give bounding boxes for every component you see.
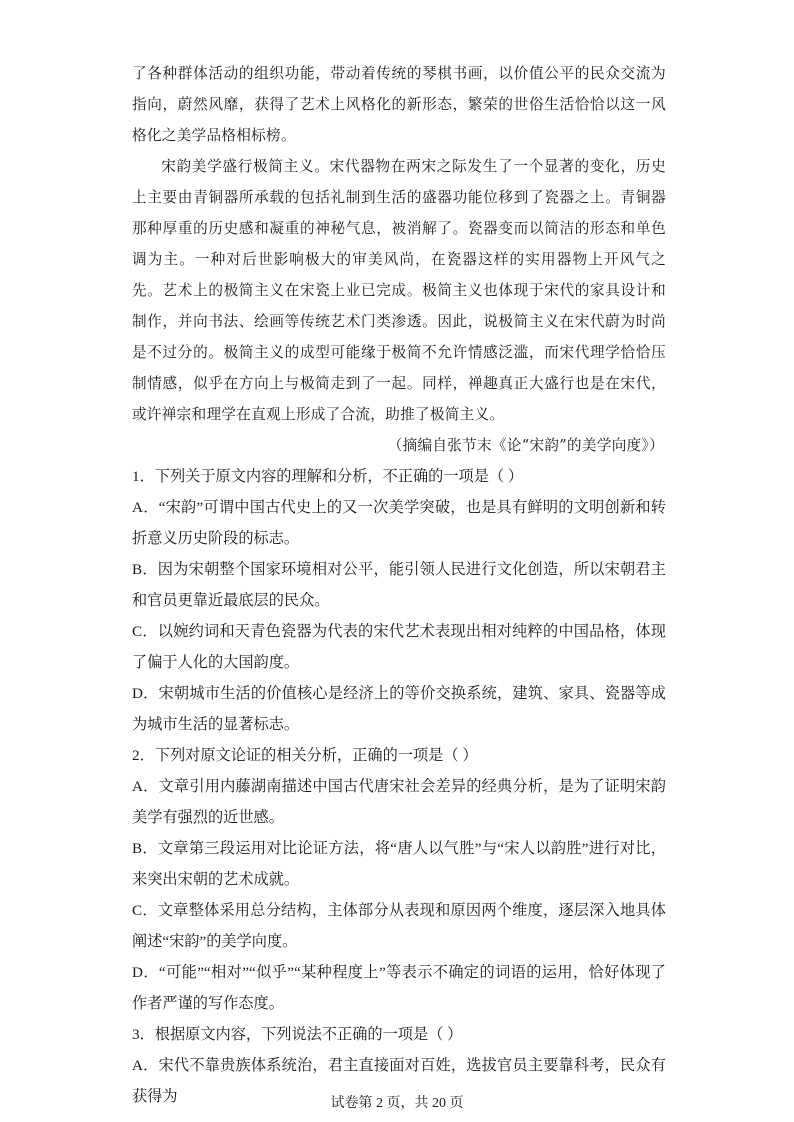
question-2 [132,740,666,1019]
option-d: D．“可能”“相对”“似乎”“某种程度上”等表示不确定的词语的运用，恰好体现了作者严谨的写作态度。 [132,964,666,1012]
page-footer: 试卷第 2 页，共 20 页 [330,1096,464,1111]
question-stem: 3．根据原文内容，下列说法不正确的一项是（ ） [132,1026,463,1043]
option-b: B．因为宋朝整个国家环境相对公平，能引领人民进行文化创造，所以宋朝君主和官员更靠近最底层的民众。 [132,561,666,609]
option-c: C．以婉约词和天青色瓷器为代表的宋代艺术表现出相对纯粹的中国品格，体现了偏于人化的大国韵度。 [132,623,666,671]
option-a: A．“宋韵”可谓中国古代史上的又一次美学突破，也是具有鲜明的文明创新和转折意义历史阶段的标志。 [132,499,666,547]
passage-paragraph-2: 宋韵美学盛行极简主义。宋代器物在两宋之际发生了一个显著的变化，历史上主要由青铜器所承载的包括礼制到生活的盛器功能位移到了瓷器之上。青铜器那种厚重的历史感和凝重的神秘气息，被消解了。瓷器变而以简洁的形态和单色调为主。一种对后世影响极大的审美风尚，在瓷器这样的实用器物上开风气之先。艺术上的极简主义在宋瓷上业已完成。极简主义也体现于宋代的家具设计和制作，并向书法、绘画等传统艺术门类渗透。因此，说极简主义在宋代蔚为时尚是不过分的。极简主义的成型可能缘于极简不允许情感泛滥，而宋代理学恰恰压制情感，似乎在方向上与极简走到了一起。同样，禅趣真正大盛行也是在宋代，或许禅宗和理学在直观上形成了合流，助推了极简主义。 [132,158,666,423]
option-b: B．文章第三段运用对比论证方法，将“唐人以气胜”与“宋人以韵胜”进行对比，来突出宋朝的艺术成就。 [132,840,666,888]
passage-paragraph-1: 了各种群体活动的组织功能，带动着传统的琴棋书画，以价值公平的民众交流为指向，蔚然风靡，获得了艺术上风格化的新形态，繁荣的世俗生活恰恰以这一风格化之美学品格相标榜。 [132,65,666,144]
question-1 [132,461,666,740]
reading-passage [132,58,666,461]
passage-source: （摘编自张节末《论“宋韵”的美学向度》） [387,437,664,454]
option-c: C．文章整体采用总分结构，主体部分从表现和原因两个维度，逐层深入地具体阐述“宋韵”的美学向度。 [132,902,666,950]
option-d: D．宋朝城市生活的价值核心是经济上的等价交换系统，建筑、家具、瓷器等成为城市生活的显著标志。 [132,685,666,733]
question-stem: 1．下列关于原文内容的理解和分析，不正确的一项是（ ） [132,468,524,485]
option-a: A．文章引用内藤湖南描述中国古代唐宋社会差异的经典分析，是为了证明宋韵美学有强烈的近世感。 [132,778,666,826]
option-a: A．宋代不靠贵族体系统治，君主直接面对百姓，选拔官员主要靠科考，民众有获得为 [132,1057,666,1105]
question-stem: 2．下列对原文论证的相关分析，正确的一项是（ ） [132,747,478,764]
